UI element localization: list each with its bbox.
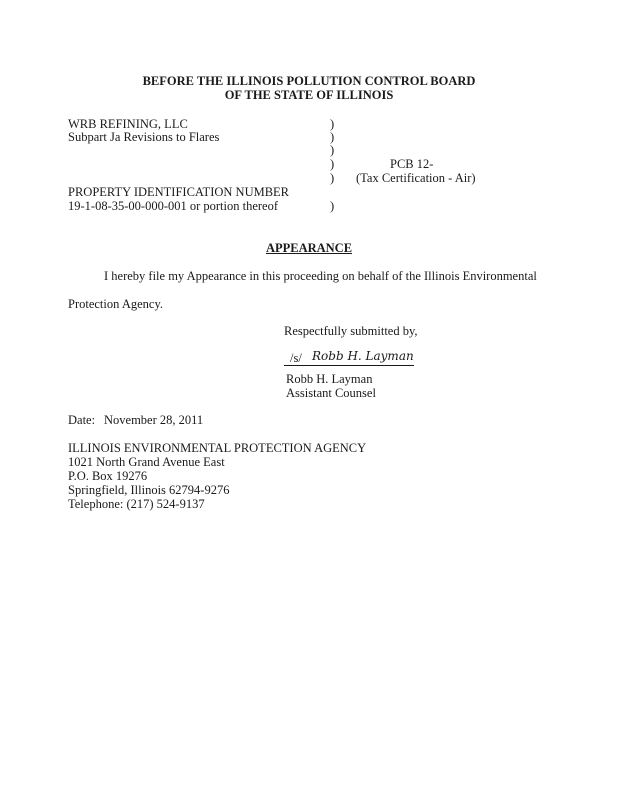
agency-city: Springfield, Illinois 62794-9276 — [68, 483, 230, 497]
date-label: Date: — [68, 413, 96, 427]
caption-property-label: PROPERTY IDENTIFICATION NUMBER — [68, 185, 290, 199]
agency-name: ILLINOIS ENVIRONMENTAL PROTECTION AGENCY — [68, 441, 367, 455]
caption-paren: ) — [330, 171, 335, 185]
document-title: APPEARANCE — [265, 241, 353, 255]
caption-subject: Subpart Ja Revisions to Flares — [68, 130, 220, 144]
caption-petitioner: WRB REFINING, LLC — [68, 117, 188, 131]
signature-script: Robb H. Layman — [312, 349, 414, 363]
state-heading: OF THE STATE OF ILLINOIS — [224, 88, 394, 102]
agency-po-box: P.O. Box 19276 — [68, 469, 148, 483]
caption-paren: ) — [330, 117, 335, 131]
case-number: PCB 12- — [390, 157, 434, 171]
case-type: (Tax Certification - Air) — [356, 171, 476, 185]
caption-paren: ) — [330, 130, 335, 144]
signature-prefix: /s/ — [290, 351, 302, 365]
signer-title: Assistant Counsel — [286, 386, 376, 400]
signer-name: Robb H. Layman — [286, 372, 373, 386]
body-line-2: Protection Agency. — [68, 297, 164, 311]
board-heading: BEFORE THE ILLINOIS POLLUTION CONTROL BOARD — [142, 74, 476, 88]
caption-paren: ) — [330, 157, 335, 171]
body-line-1: I hereby file my Appearance in this proceeding on behalf of the Illinois Environmental — [104, 269, 537, 283]
signature-line — [284, 365, 414, 366]
caption-paren: ) — [330, 199, 335, 213]
signature-intro: Respectfully submitted by, — [284, 324, 418, 338]
agency-phone: Telephone: (217) 524-9137 — [68, 497, 205, 511]
caption-paren: ) — [330, 143, 335, 157]
date-value: November 28, 2011 — [104, 413, 204, 427]
agency-street: 1021 North Grand Avenue East — [68, 455, 225, 469]
caption-property-number: 19-1-08-35-00-000-001 or portion thereof — [68, 199, 279, 213]
